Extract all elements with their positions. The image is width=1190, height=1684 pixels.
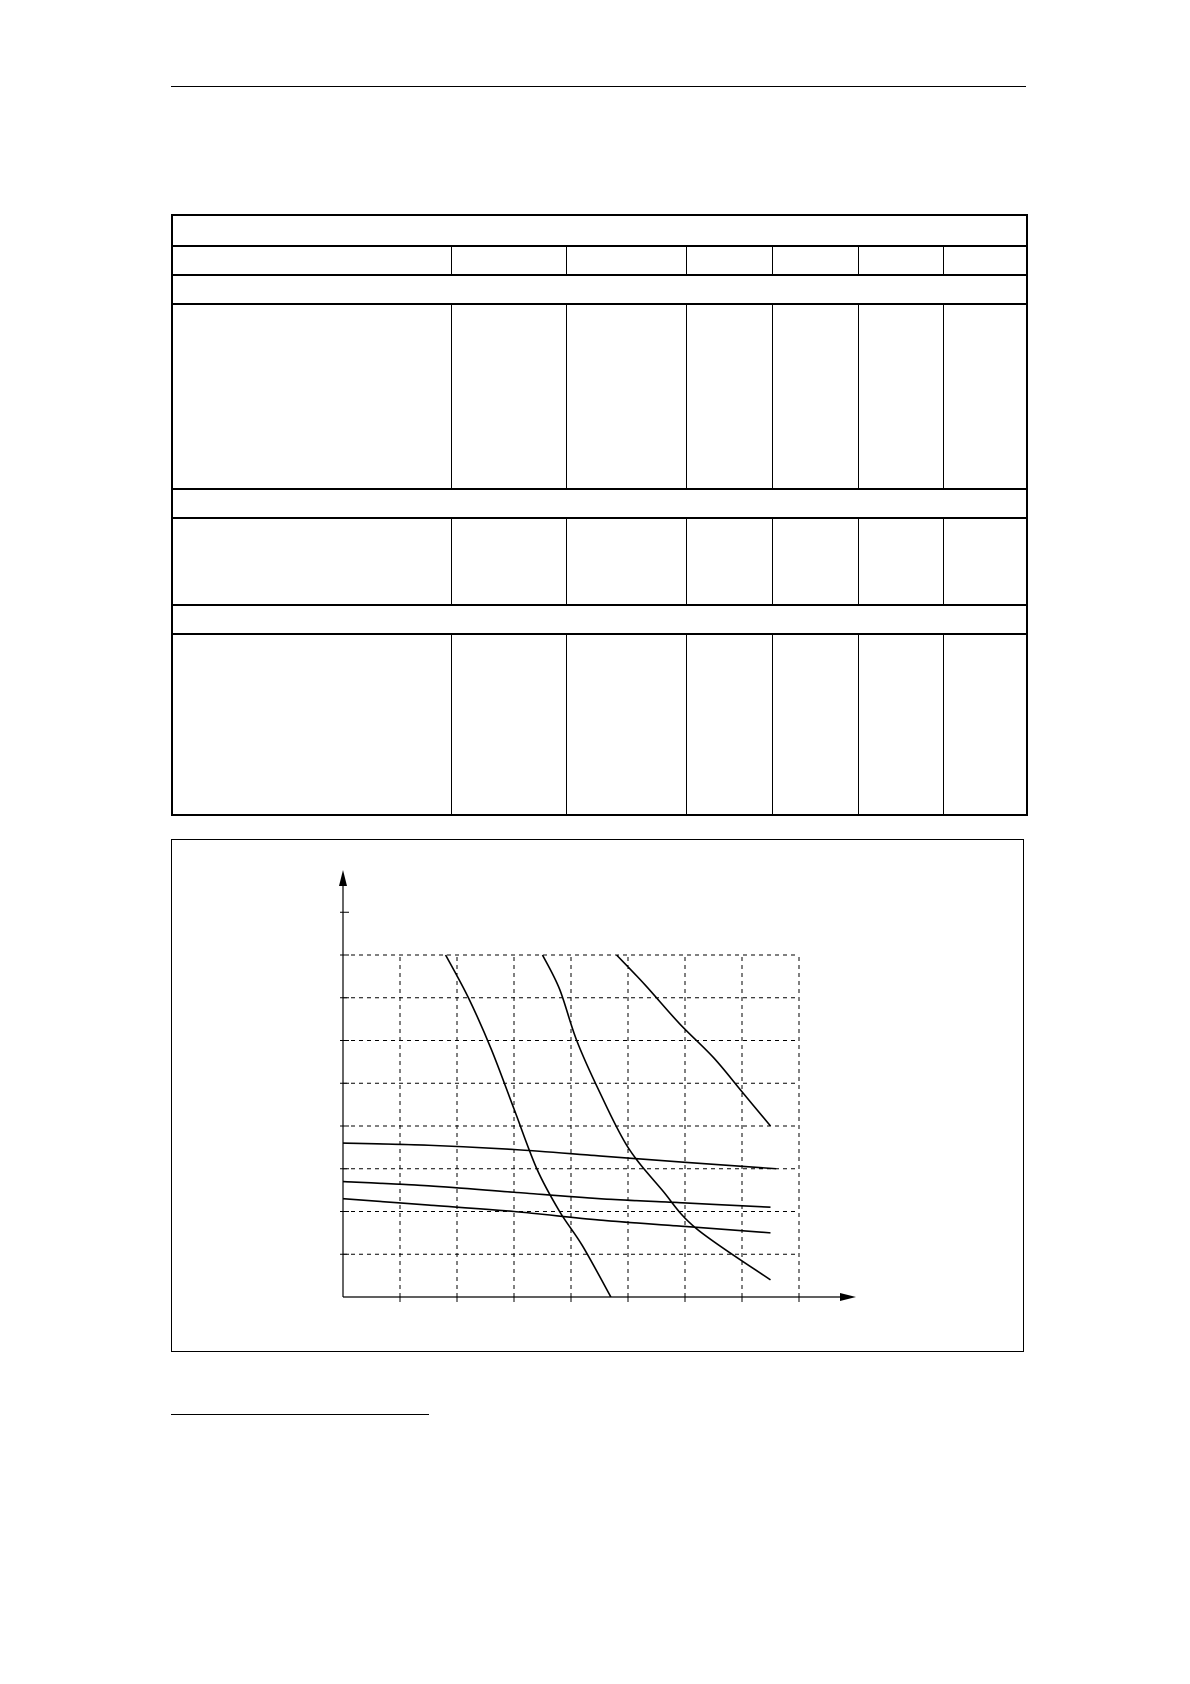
table-col-divider — [686, 245, 687, 274]
table-row-divider — [173, 633, 1026, 635]
table-col-divider — [451, 633, 452, 814]
y-axis-arrow — [339, 870, 347, 886]
table-col-divider — [451, 303, 452, 488]
table-col-divider — [566, 303, 567, 488]
table-col-divider — [772, 633, 773, 814]
table-col-divider — [772, 245, 773, 274]
table-col-divider — [566, 517, 567, 604]
chart — [172, 840, 1023, 1351]
table-row-divider — [173, 488, 1026, 490]
table-col-divider — [566, 245, 567, 274]
table-col-divider — [943, 245, 944, 274]
table-col-divider — [686, 303, 687, 488]
series-line-2 — [543, 955, 771, 1280]
chart-frame — [171, 839, 1024, 1352]
table-col-divider — [943, 633, 944, 814]
table-col-divider — [686, 517, 687, 604]
table-col-divider — [772, 303, 773, 488]
spec-table — [171, 214, 1028, 816]
table-row-divider — [173, 274, 1026, 276]
table-col-divider — [686, 633, 687, 814]
table-col-divider — [943, 303, 944, 488]
table-col-divider — [451, 517, 452, 604]
series-line-4 — [343, 1143, 776, 1169]
table-row-divider — [173, 245, 1026, 247]
table-row-divider — [173, 604, 1026, 606]
table-col-divider — [943, 517, 944, 604]
table-row-divider — [173, 303, 1026, 305]
table-col-divider — [566, 633, 567, 814]
chart-grid — [343, 955, 799, 1297]
footnote-rule — [171, 1414, 429, 1415]
table-row-divider — [173, 517, 1026, 519]
x-axis-arrow — [840, 1293, 856, 1301]
table-col-divider — [858, 303, 859, 488]
table-col-divider — [451, 245, 452, 274]
table-col-divider — [858, 245, 859, 274]
table-col-divider — [772, 517, 773, 604]
table-col-divider — [858, 633, 859, 814]
table-col-divider — [858, 517, 859, 604]
header-rule — [171, 86, 1026, 87]
